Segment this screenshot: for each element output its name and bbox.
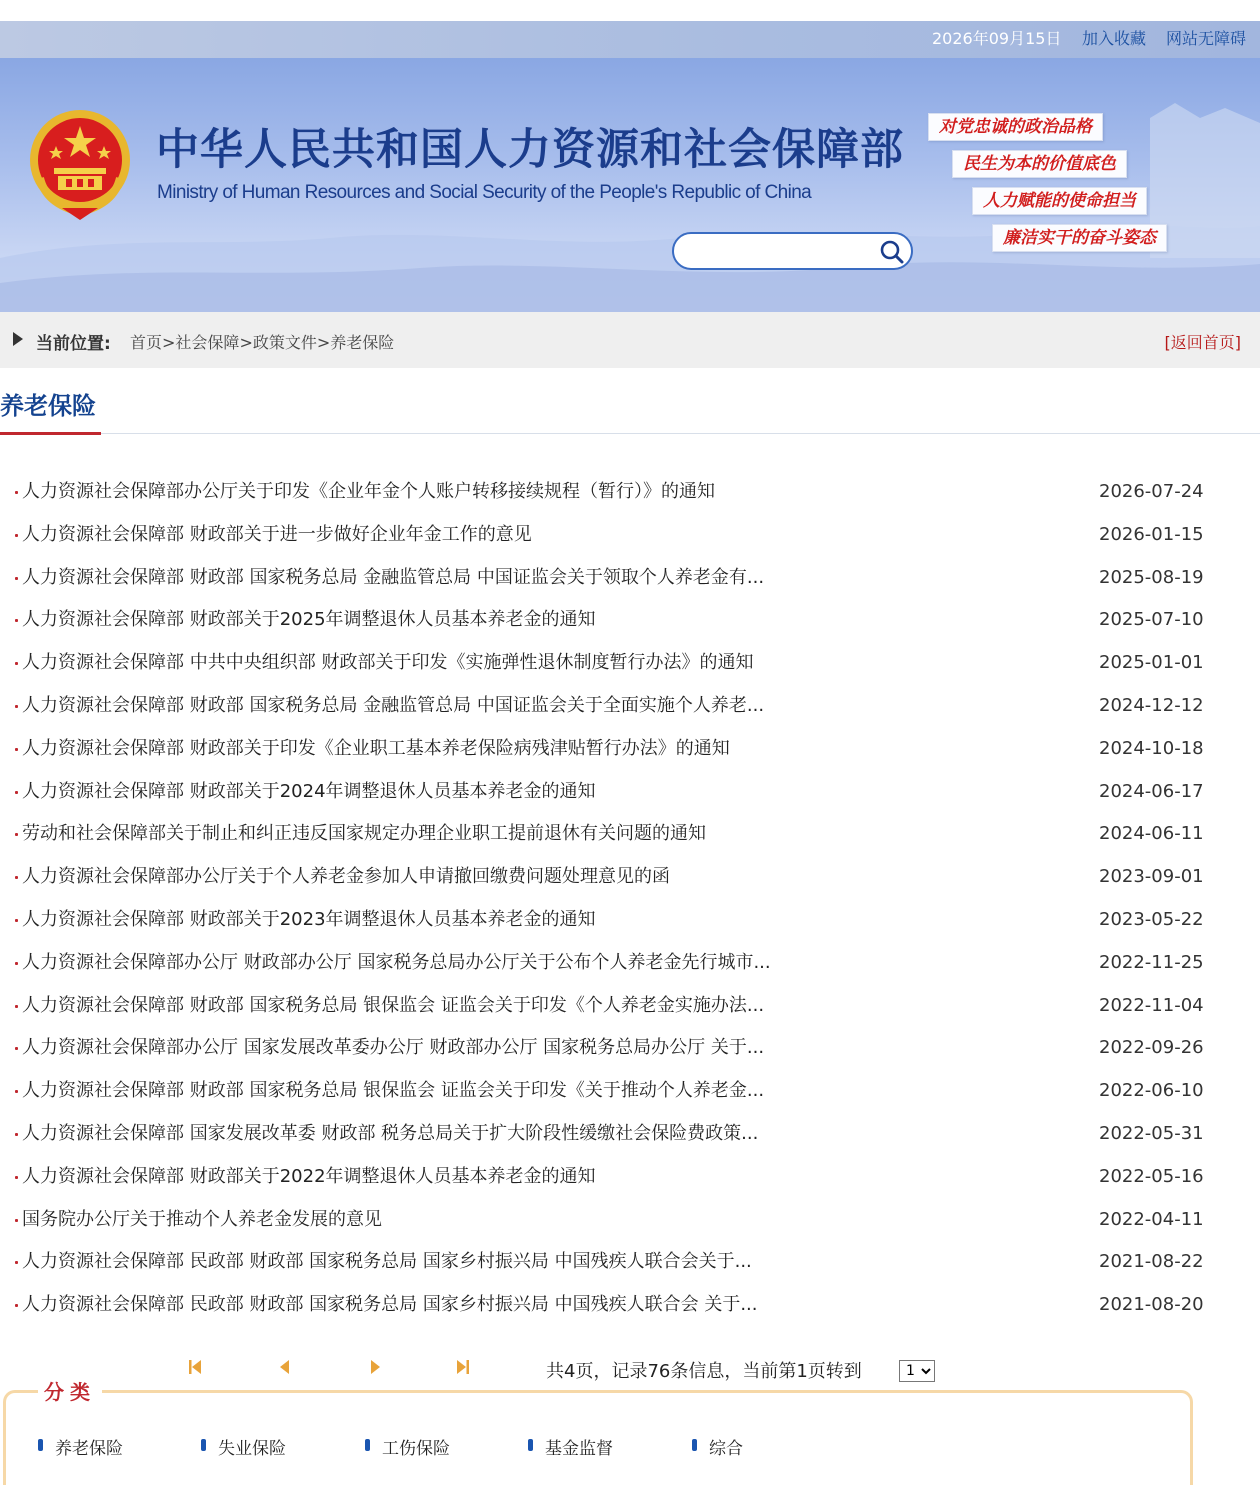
bullet-icon: [15, 1005, 18, 1008]
next-page-icon[interactable]: [365, 1357, 385, 1377]
category-label: 失业保险: [218, 1439, 286, 1459]
article-date: 2022-11-04: [1099, 994, 1204, 1016]
bullet-icon: [15, 662, 18, 665]
page-title: 养老保险: [0, 392, 96, 420]
list-item: [0, 728, 1260, 771]
current-date: 2026年09月15日: [932, 29, 1062, 48]
bullet-icon: [15, 1133, 18, 1136]
category-bullet-icon: [692, 1439, 697, 1451]
article-date: 2021-08-20: [1099, 1294, 1204, 1316]
site-title-cn: 中华人民共和国人力资源和社会保障部: [156, 125, 904, 175]
article-link[interactable]: 人力资源社会保障部办公厅关于印发《企业年金个人账户转移接续规程（暂行）》的通知: [22, 481, 715, 502]
article-date: 2023-09-01: [1099, 866, 1204, 888]
list-item: [0, 685, 1260, 728]
category-label: 养老保险: [55, 1439, 123, 1459]
breadcrumb-item-policy-documents[interactable]: 政策文件: [252, 333, 317, 352]
bullet-icon: [15, 791, 18, 794]
article-date: 2024-10-18: [1099, 737, 1204, 759]
article-link[interactable]: 人力资源社会保障部 民政部 财政部 国家税务总局 国家乡村振兴局 中国残疾人联合会 关于...: [22, 1294, 758, 1316]
article-date: 2024-12-12: [1099, 694, 1204, 716]
bullet-icon: [15, 833, 18, 836]
article-link[interactable]: 人力资源社会保障部 财政部关于进一步做好企业年金工作的意见: [22, 523, 532, 545]
breadcrumb-item-home[interactable]: 首页: [130, 333, 163, 352]
article-date: 2025-07-10: [1099, 609, 1204, 631]
prev-page-icon[interactable]: [275, 1357, 295, 1377]
article-link[interactable]: 人力资源社会保障部 财政部 国家税务总局 金融监管总局 中国证监会关于全面实施个人养老...: [22, 694, 765, 716]
site-banner: [0, 58, 1260, 312]
first-page-icon[interactable]: [185, 1357, 205, 1377]
article-date: 2022-05-16: [1099, 1165, 1204, 1187]
search-input[interactable]: [688, 239, 878, 265]
category-bullet-icon: [201, 1439, 206, 1451]
bullet-icon: [15, 748, 18, 751]
national-emblem-icon: [26, 108, 134, 220]
article-link[interactable]: 人力资源社会保障部 财政部关于印发《企业职工基本养老保险病残津贴暂行办法》的通知: [22, 737, 730, 759]
article-date: 2022-11-25: [1099, 951, 1204, 973]
pagination: [0, 1350, 1260, 1390]
article-link[interactable]: 人力资源社会保障部 民政部 财政部 国家税务总局 国家乡村振兴局 中国残疾人联合会关于...: [22, 1251, 752, 1273]
bullet-icon: [15, 577, 18, 580]
list-item: [0, 1027, 1260, 1070]
article-link[interactable]: 人力资源社会保障部 财政部 国家税务总局 金融监管总局 中国证监会关于领取个人养老金有...: [22, 566, 765, 588]
list-item: [0, 1113, 1260, 1156]
article-date: 2024-06-17: [1099, 780, 1204, 802]
article-link[interactable]: 人力资源社会保障部办公厅 国家发展改革委办公厅 财政部办公厅 国家税务总局办公厅 关于...: [22, 1037, 765, 1059]
article-link[interactable]: 人力资源社会保障部 财政部关于2025年调整退休人员基本养老金的通知: [22, 609, 596, 631]
bullet-icon: [15, 919, 18, 922]
utility-bar: [0, 21, 1260, 58]
bullet-icon: [15, 962, 18, 965]
article-date: 2026-07-24: [1099, 481, 1204, 502]
article-link[interactable]: 人力资源社会保障部 财政部关于2024年调整退休人员基本养老金的通知: [22, 780, 596, 802]
bullet-icon: [15, 1219, 18, 1222]
list-item: [0, 985, 1260, 1028]
bullet-icon: [15, 1261, 18, 1264]
list-item: [0, 557, 1260, 600]
breadcrumb-separator: >: [239, 333, 253, 352]
article-link[interactable]: 人力资源社会保障部 财政部 国家税务总局 银保监会 证监会关于印发《个人养老金实施办法...: [22, 994, 765, 1016]
article-link[interactable]: 人力资源社会保障部 财政部关于2023年调整退休人员基本养老金的通知: [22, 908, 596, 930]
page-jump-select[interactable]: [899, 1360, 935, 1382]
bullet-icon: [15, 534, 18, 537]
article-link[interactable]: 人力资源社会保障部 中共中央组织部 财政部关于印发《实施弹性退休制度暂行办法》的通知: [22, 652, 754, 674]
list-item: [0, 771, 1260, 814]
list-item: [0, 642, 1260, 685]
article-link[interactable]: 国务院办公厅关于推动个人养老金发展的意见: [22, 1208, 382, 1230]
title-divider: [0, 433, 1260, 434]
breadcrumb-separator: >: [316, 333, 331, 352]
category-label: 工伤保险: [382, 1439, 450, 1459]
site-title-en: Ministry of Human Resources and Social Security of the People's Republic of China: [157, 182, 812, 203]
article-date: 2022-06-10: [1099, 1080, 1204, 1102]
breadcrumb-label: 当前位置:: [36, 334, 111, 354]
article-link[interactable]: 人力资源社会保障部 财政部关于2022年调整退休人员基本养老金的通知: [22, 1165, 596, 1187]
play-arrow-icon: [13, 332, 23, 346]
list-item: [0, 1241, 1260, 1284]
breadcrumb: [0, 312, 1260, 368]
slogan-3: 人力赋能的使命担当: [972, 187, 1147, 215]
slogan-panel: [920, 110, 1260, 260]
list-item: [0, 599, 1260, 642]
article-date: 2022-09-26: [1099, 1037, 1204, 1059]
list-item: [0, 471, 1260, 514]
article-date: 2022-04-11: [1099, 1208, 1204, 1230]
category-bullet-icon: [365, 1439, 370, 1451]
accessibility-link[interactable]: 网站无障碍: [1166, 29, 1247, 48]
article-date: 2021-08-22: [1099, 1251, 1204, 1273]
bullet-icon: [15, 876, 18, 879]
title-underline: [0, 432, 101, 435]
bullet-icon: [15, 1090, 18, 1093]
list-item: [0, 1156, 1260, 1199]
breadcrumb-path: [130, 330, 394, 353]
bullet-icon: [15, 1047, 18, 1050]
article-link[interactable]: 人力资源社会保障部办公厅 财政部办公厅 国家税务总局办公厅关于公布个人养老金先行城市...: [22, 951, 771, 973]
bullet-icon: [15, 705, 18, 708]
list-item: [0, 813, 1260, 856]
category-bullet-icon: [528, 1439, 533, 1451]
category-label: 综合: [709, 1439, 743, 1459]
article-date: 2025-01-01: [1099, 652, 1204, 674]
slogan-4: 廉洁实干的奋斗姿态: [992, 224, 1167, 252]
article-date: 2026-01-15: [1099, 523, 1204, 545]
article-link[interactable]: 人力资源社会保障部 财政部 国家税务总局 银保监会 证监会关于印发《关于推动个人养老金...: [22, 1080, 765, 1102]
breadcrumb-separator: >: [162, 333, 176, 352]
article-date: 2025-08-19: [1099, 566, 1204, 588]
bullet-icon: [15, 1176, 18, 1179]
list-item: [0, 899, 1260, 942]
last-page-icon[interactable]: [453, 1357, 473, 1377]
list-item: [0, 1070, 1260, 1113]
article-date: 2023-05-22: [1099, 908, 1204, 930]
search-box: [672, 232, 913, 270]
category-legend: 分类: [38, 1376, 102, 1405]
list-item: [0, 514, 1260, 557]
bullet-icon: [15, 1304, 18, 1307]
category-label: 基金监督: [545, 1439, 613, 1459]
article-link[interactable]: 劳动和社会保障部关于制止和纠正违反国家规定办理企业职工提前退休有关问题的通知: [22, 823, 706, 845]
bullet-icon: [15, 619, 18, 622]
pagination-info: 共4页，记录76条信息，当前第1页转到: [546, 1361, 862, 1382]
slogan-2: 民生为本的价值底色: [952, 150, 1127, 178]
search-icon[interactable]: [879, 239, 905, 265]
article-list: [0, 471, 1260, 1327]
category-bullet-icon: [38, 1439, 43, 1451]
return-home-link[interactable]: [返回首页]: [1164, 333, 1241, 352]
list-item: [0, 942, 1260, 985]
list-item: [0, 1199, 1260, 1242]
breadcrumb-item-social-security[interactable]: 社会保障: [175, 333, 240, 352]
article-link[interactable]: 人力资源社会保障部 国家发展改革委 财政部 税务总局关于扩大阶段性缓缴社会保险费政策...: [22, 1122, 759, 1144]
list-item: [0, 1284, 1260, 1327]
article-date: 2024-06-11: [1099, 823, 1204, 845]
breadcrumb-item-pension-insurance[interactable]: 养老保险: [330, 333, 395, 352]
list-item: [0, 856, 1260, 899]
article-date: 2022-05-31: [1099, 1122, 1204, 1144]
article-link[interactable]: 人力资源社会保障部办公厅关于个人养老金参加人申请撤回缴费问题处理意见的函: [22, 866, 670, 888]
slogan-1: 对党忠诚的政治品格: [928, 113, 1103, 141]
add-favorite-link[interactable]: 加入收藏: [1082, 29, 1147, 48]
bullet-icon: [15, 491, 18, 494]
category-list: [0, 1432, 1190, 1458]
